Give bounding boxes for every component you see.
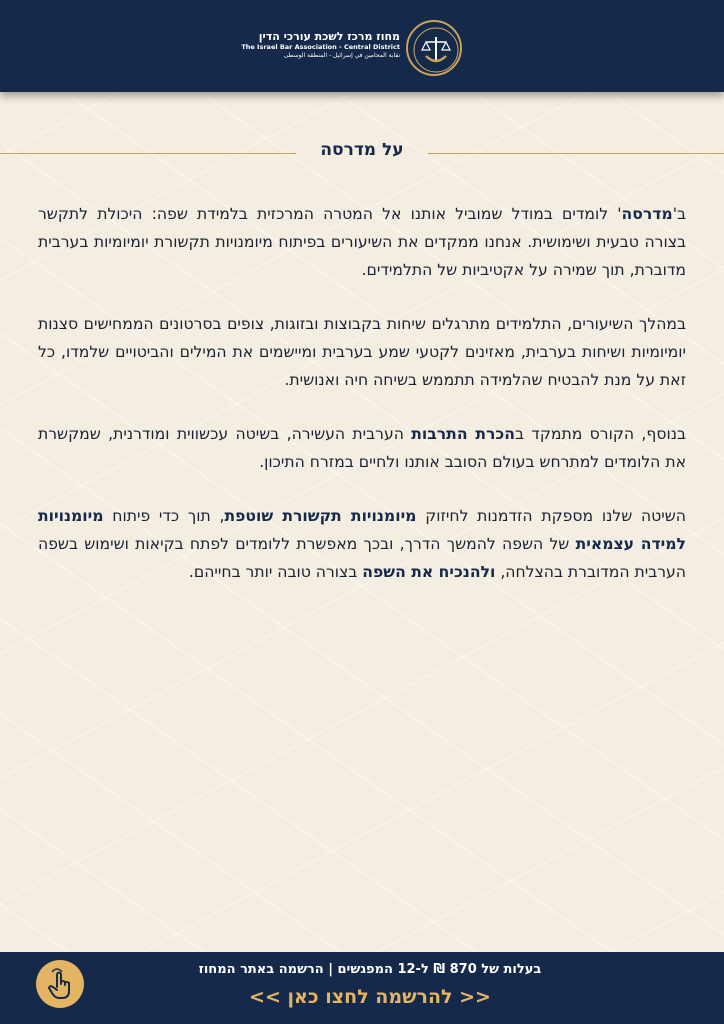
paragraph-intro (38, 200, 686, 284)
text-run: , תוך כדי פיתוח (103, 507, 225, 525)
header-bar (0, 0, 724, 92)
title-divider-left (0, 153, 296, 154)
paragraph-culture (38, 420, 686, 476)
scales-of-justice-logo-icon (406, 20, 462, 76)
highlight-culture: הכרת התרבות (411, 425, 515, 443)
page-title: על מדרסה (320, 140, 404, 160)
tap-hand-icon[interactable] (36, 960, 84, 1008)
org-name-english: The Israel Bar Association - Central District (241, 43, 400, 51)
page-title-row (0, 138, 724, 168)
paragraph-method (38, 502, 686, 586)
article-body (38, 200, 686, 612)
text-run: בנוסף, הקורס מתמקד ב (514, 425, 686, 443)
highlight-independent-learning: מיומנויות למידה עצמאית (38, 507, 686, 553)
paragraph-lessons: במהלך השיעורים, התלמידים מתרגלים שיחות בקבוצות ובזוגות, צופים בסרטונים הממחישים סצנות יומיומיות ושיחות בערבית, מאזינים לקטעי שמע בערבית ומיישמים את המילים והביטויים שלמדו, כל זאת על מנת להבטיח שהלמידה תתממש בשיחה חיה ואנושית. (38, 315, 686, 389)
text-run: ' לומדים במודל שמוביל אותנו אל המטרה המרכזית בלמידת שפה: היכולת לתקשר בצורה טבעית ושימושית. אנחנו ממקדים את השיעורים בפיתוח מיומנויות תקשורת יומיומיות בערבית מדוברת, תוך שמירה על אקטיביות של התלמידים. (38, 205, 686, 279)
text-run: של השפה להמשך הדרך, ובכך מאפשרת ללומדים לפתח בקיאות ושימוש בשפה הערבית המדוברת בהצלחה, (38, 535, 686, 581)
org-name-hebrew: מחוז מרכז לשכת עורכי הדין (258, 30, 400, 43)
org-logo-text (228, 30, 400, 60)
text-run: בצורה טובה יותר בחייהם. (188, 563, 363, 581)
footer-bar (0, 952, 724, 1024)
highlight-communication-skills: מיומנויות תקשורת שוטפת (224, 507, 417, 525)
text-run: ב' (672, 205, 686, 223)
text-run: הערבית העשירה, בשיטה עכשווית ומודרנית, שמקשרת את הלומדים למתרחש בעולם הסובב אותנו ולחיים במזרח התיכון. (38, 425, 686, 471)
price-info: בעלות של 870 ₪ ל-12 המפגשים | הרשמה באתר המחוז (198, 962, 542, 977)
highlight-language-presence: ולהנכיח את השפה (362, 563, 496, 581)
text-run: השיטה שלנו מספקת הזדמנות לחיזוק (416, 507, 686, 525)
register-link[interactable]: << להרשמה לחצו כאן >> (249, 986, 491, 1008)
highlight-madrasa: מדרסה (621, 205, 673, 223)
title-divider-right (428, 153, 724, 154)
org-name-arabic: نقابة المحامين في إسرائيل - المنطقة الوسطى (283, 52, 400, 59)
